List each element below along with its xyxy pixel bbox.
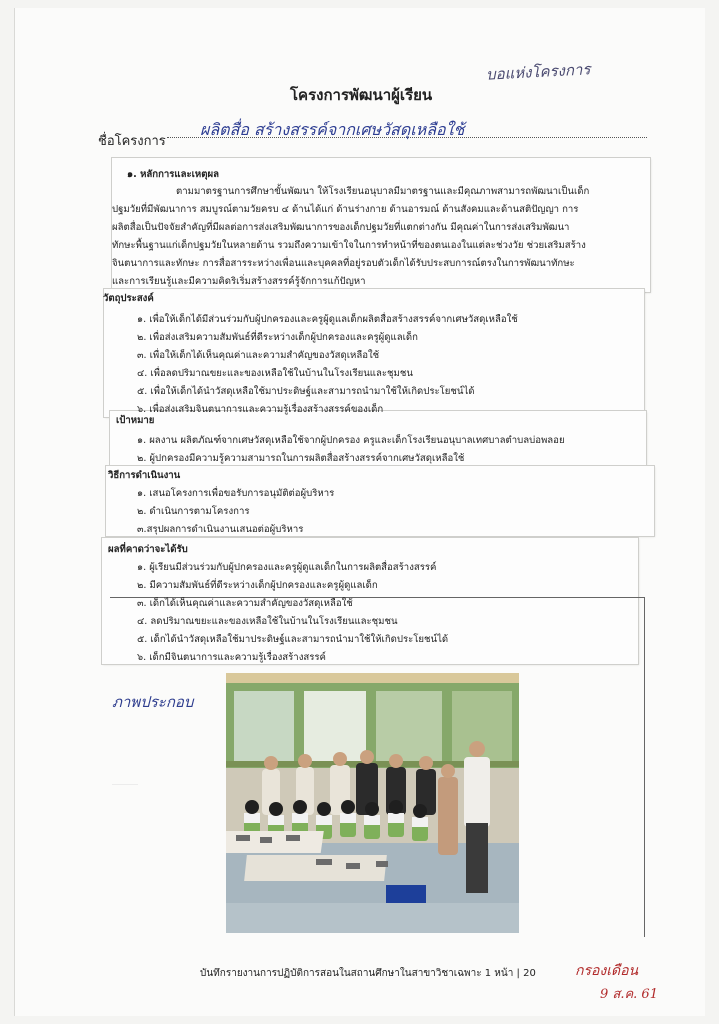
method-item: ๓.สรุปผลการดำเนินงานเสนอต่อผู้บริหาร (137, 524, 304, 535)
principle-line: ทักษะพื้นฐานแก่เด็กปฐมวัยในหลายด้าน รวมถึงความเข้าใจในการทำหน้าที่ของตนเองในแต่ละช่วงวัย ช่วยเสริมสร้าง (112, 240, 586, 251)
principle-line: ผลิตสื่อเป็นปัจจัยสำคัญที่มีผลต่อการส่งเสริมพัฒนาการของเด็กปฐมวัยที่แตกต่างกัน มีคุณค่าในการส่งเสริมพัฒนา (112, 222, 570, 233)
objective-item: ๖. เพื่อส่งเสริมจินตนาการและความรู้เรื่องสร้างสรรค์ของเด็ก (137, 404, 384, 415)
bleed-through-mark (112, 766, 138, 785)
method-item: ๑. เสนอโครงการเพื่อขอรับการอนุมัติต่อผู้บริหาร (137, 488, 335, 499)
classroom-photo (226, 673, 519, 933)
objective-item: ๑. เพื่อให้เด็กได้มีส่วนร่วมกับผู้ปกครองและครูผู้ดูแลเด็กผลิตสื่อสร้างสรรค์จากเศษวัสดุเหลือใช้ (137, 314, 518, 325)
principle-line: และการเรียนรู้และมีความคิดริเริ่มสร้างสรรค์รู้จักการแก้ปัญหา (112, 276, 366, 287)
objective-item: ๓. เพื่อให้เด็กได้เห็นคุณค่าและความสำคัญของวัสดุเหลือใช้ (137, 350, 380, 361)
project-label: ชื่อโครงการ (98, 134, 166, 149)
page-title: โครงการพัฒนาผู้เรียน (290, 86, 433, 104)
principle-heading: ๑. หลักการและเหตุผล (127, 169, 219, 180)
outcome-item: ๕. เด็กได้นำวัสดุเหลือใช้มาประดิษฐ์และสามารถนำมาใช้ให้เกิดประโยชน์ได้ (137, 634, 449, 645)
page-footer: บันทึกรายงานการปฏิบัติการสอนในสถานศึกษาในสาขาวิชาเฉพาะ 1 หน้า | 20 (200, 968, 536, 979)
objective-item: ๕. เพื่อให้เด็กได้นำวัสดุเหลือใช้มาประดิษฐ์และสามารถนำมาใช้ให้เกิดประโยชน์ได้ (137, 386, 475, 397)
signature-name: กรองเดือน (575, 963, 639, 979)
methods-heading: วิธีการดำเนินงาน (108, 470, 181, 481)
evidence-photo (226, 673, 519, 933)
outcome-item: ๔. ลดปริมาณขยะและของเหลือใช้ในบ้านในโรงเรียนและชุมชน (137, 616, 398, 627)
outcome-item: ๓. เด็กได้เห็นคุณค่าและความสำคัญของวัสดุเหลือใช้ (137, 598, 353, 609)
outcome-item: ๒. มีความสัมพันธ์ที่ดีระหว่างเด็กผู้ปกครองและครูผู้ดูแลเด็ก (137, 580, 378, 591)
principle-line: จินตนาการและทักษะ การสื่อสารระหว่างเพื่อนและบุคคลที่อยู่รอบตัวเด็กได้รับประสบการณ์ตรงในการพัฒนาทักษะ (112, 258, 575, 269)
objectives-heading: วัตถุประสงค์ (103, 293, 154, 304)
objective-item: ๒. เพื่อส่งเสริมความสัมพันธ์ที่ดีระหว่างเด็กผู้ปกครองและครูผู้ดูแลเด็ก (137, 332, 418, 343)
outcome-item: ๑. ผู้เรียนมีส่วนร่วมกับผู้ปกครองและครูผู้ดูแลเด็กในการผลิตสื่อสร้างสรรค์ (137, 562, 437, 573)
objective-item: ๔. เพื่อลดปริมาณขยะและของเหลือใช้ในบ้านในโรงเรียนและชุมชน (137, 368, 413, 379)
method-item: ๒. ดำเนินการตามโครงการ (137, 506, 250, 517)
targets-heading: เป้าหมาย (116, 415, 155, 426)
evidence-frame-right (644, 597, 645, 937)
principle-line: ตามมาตรฐานการศึกษาขั้นพัฒนา ให้โรงเรียนอนุบาลมีมาตรฐานและมีคุณภาพสามารถพัฒนาเป็นเด็ก (176, 186, 590, 197)
signature-date: 9 ส.ค. 61 (600, 987, 658, 1002)
corner-note: บอแห่งโครงการ (485, 60, 591, 84)
outcome-item: ๖. เด็กมีจินตนาการและความรู้เรื่องสร้างสรรค์ (137, 652, 326, 663)
principle-line: ปฐมวัยที่มีพัฒนาการ สมบูรณ์ตามวัยครบ ๔ ด้านได้แก่ ด้านร่างกาย ด้านอารมณ์ ด้านสังคมและด้านสติปัญญา การ (112, 204, 579, 215)
target-item: ๒. ผู้ปกครองมีความรู้ความสามารถในการผลิตสื่อสร้างสรรค์จากเศษวัสดุเหลือใช้ (137, 453, 465, 464)
project-name: ผลิตสื่อ สร้างสรรค์จากเศษวัสดุเหลือใช้ (200, 120, 465, 139)
evidence-label: ภาพประกอบ (112, 693, 194, 711)
target-item: ๑. ผลงาน ผลิตภัณฑ์จากเศษวัสดุเหลือใช้จากผู้ปกครอง ครูและเด็กโรงเรียนอนุบาลเทศบาลตำบลบ่อพลอย (137, 435, 565, 446)
outcomes-heading: ผลที่คาดว่าจะได้รับ (108, 544, 188, 555)
